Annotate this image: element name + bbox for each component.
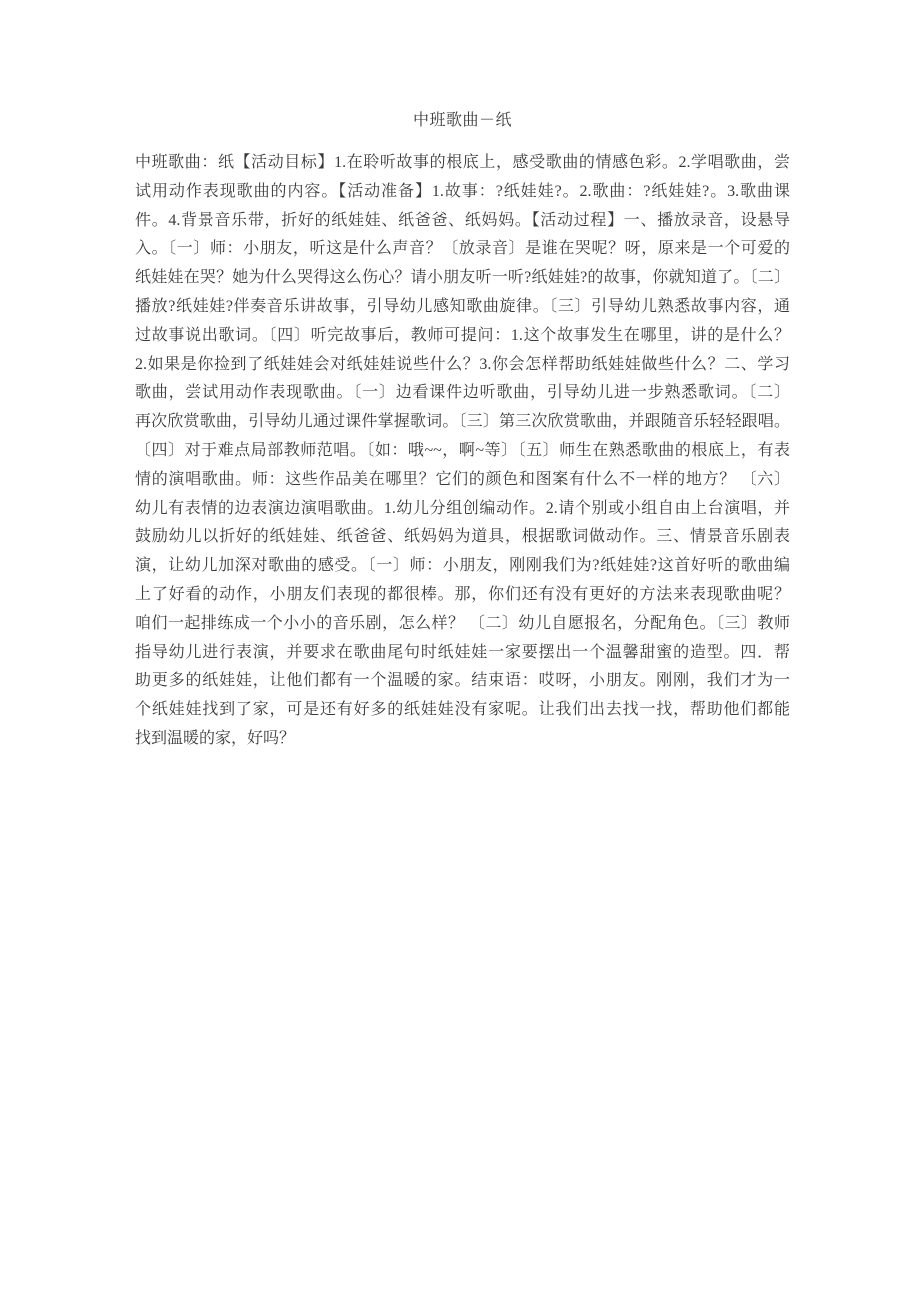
document-content [135, 110, 790, 754]
body-text-line: 件。4.背景音乐带，折好的纸娃娃、纸爸爸、纸妈妈。【活动过程】一、播放录音，设悬导 [135, 211, 790, 229]
body-text-line: 幼儿有表情的边表演边演唱歌曲。1.幼儿分组创编动作。2.请个别或小组自由上台演唱，并 [135, 499, 790, 517]
body-text-line: 上了好看的动作，小朋友们表现的都很棒。那，你们还有没有更好的方法来表现歌曲呢？ [135, 585, 790, 603]
body-text-line: 试用动作表现歌曲的内容。【活动准备】1.故事：?纸娃娃?。2.歌曲：?纸娃娃?。3.歌曲课 [135, 182, 790, 200]
document-body [135, 149, 790, 754]
body-text-line: 鼓励幼儿以折好的纸娃娃、纸爸爸、纸妈妈为道具，根据歌词做动作。三、情景音乐剧表 [135, 528, 790, 546]
body-text-line: 助更多的纸娃娃，让他们都有一个温暖的家。结束语：哎呀，小朋友。刚刚，我们才为一 [135, 672, 790, 690]
body-text-line: 个纸娃娃找到了家，可是还有好多的纸娃娃没有家呢。让我们出去找一找，帮助他们都能 [135, 701, 790, 719]
body-text-line: 再次欣赏歌曲，引导幼儿通过课件掌握歌词。〔三〕第三次欣赏歌曲，并跟随音乐轻轻跟唱。 [135, 413, 790, 431]
body-text-line: 情的演唱歌曲。师：这些作品美在哪里？它们的颜色和图案有什么不一样的地方？ 〔六〕 [135, 470, 790, 488]
body-text-line: 入。〔一〕师：小朋友，听这是什么声音？〔放录音〕是谁在哭呢？呀，原来是一个可爱的 [135, 240, 790, 258]
body-text-line: 过故事说出歌词。〔四〕听完故事后，教师可提问：1.这个故事发生在哪里，讲的是什么？ [135, 326, 790, 344]
body-text-line: 2.如果是你捡到了纸娃娃会对纸娃娃说些什么？3.你会怎样帮助纸娃娃做些什么？二、学习 [135, 355, 790, 373]
page-title: 中班歌曲－纸 [412, 112, 512, 129]
body-text-line: 纸娃娃在哭？她为什么哭得这么伤心？请小朋友听一听?纸娃娃?的故事，你就知道了。〔二〕 [135, 269, 790, 287]
body-text-line: 〔四〕对于难点局部教师范唱。〔如：哦~~，啊~等〕〔五〕师生在熟悉歌曲的根底上，有表 [135, 441, 790, 459]
body-text-line: 中班歌曲：纸【活动目标】1.在聆听故事的根底上，感受歌曲的情感色彩。2.学唱歌曲，尝 [135, 154, 790, 171]
body-text-line: 指导幼儿进行表演，并要求在歌曲尾句时纸娃娃一家要摆出一个温馨甜蜜的造型。四．帮 [135, 643, 790, 661]
body-text-line: 歌曲，尝试用动作表现歌曲。〔一〕边看课件边听歌曲，引导幼儿进一步熟悉歌词。〔二〕 [135, 384, 790, 402]
body-text-line: 咱们一起排练成一个小小的音乐剧，怎么样？ 〔二〕幼儿自愿报名，分配角色。〔三〕教师 [135, 614, 790, 632]
body-text-line: 播放?纸娃娃?伴奏音乐讲故事，引导幼儿感知歌曲旋律。〔三〕引导幼儿熟悉故事内容，通 [135, 297, 790, 315]
body-text-line: 演，让幼儿加深对歌曲的感受。〔一〕师：小朋友，刚刚我们为?纸娃娃?这首好听的歌曲编 [135, 557, 790, 575]
body-text-line: 找到温暖的家，好吗？ [135, 729, 296, 747]
